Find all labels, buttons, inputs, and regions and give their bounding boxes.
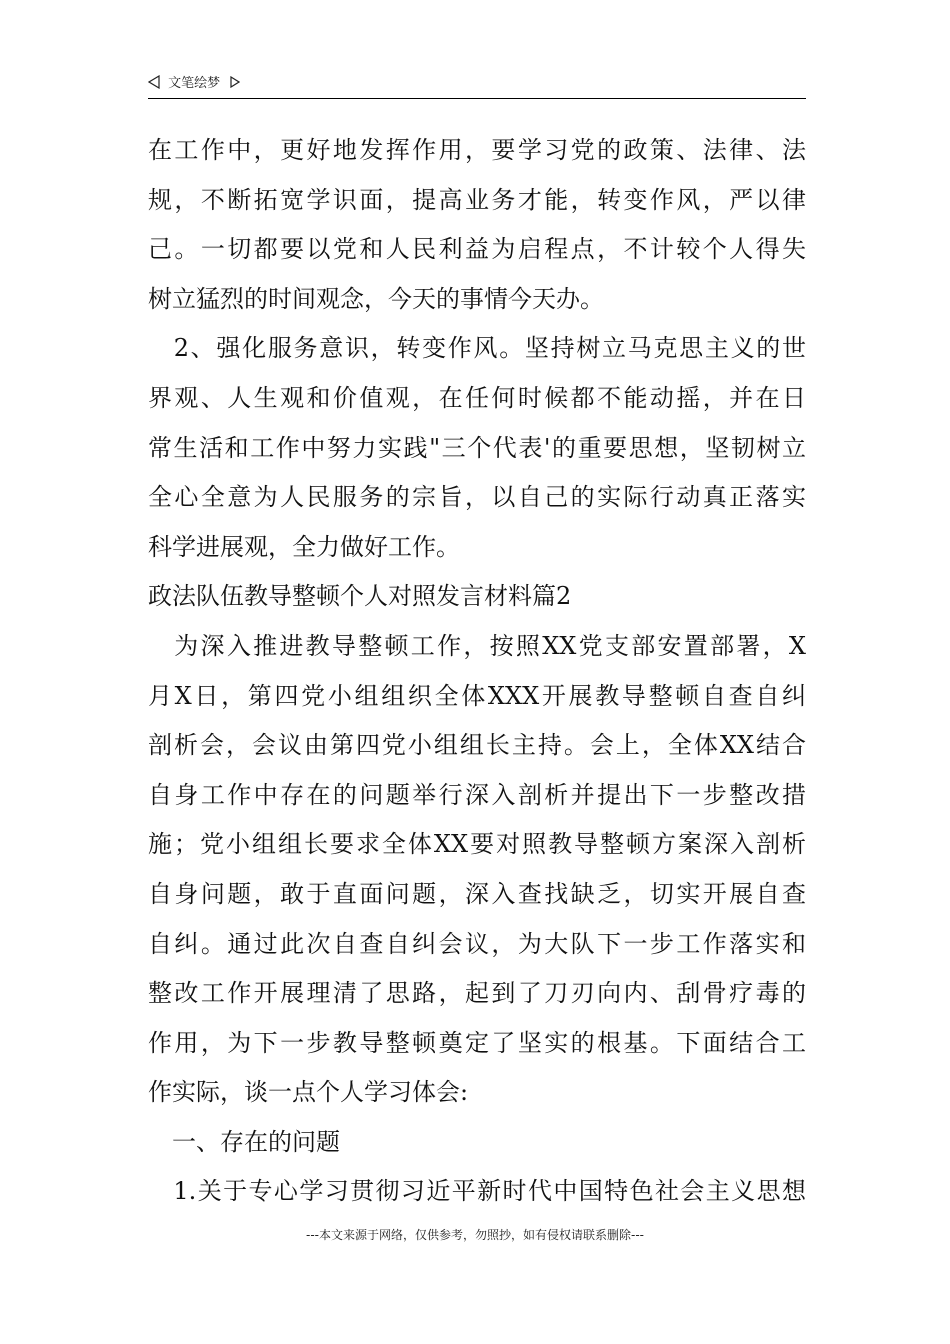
text-line: 为深入推进教导整顿工作，按照XX党支部安置部署，X (148, 631, 806, 660)
right-triangle-icon (230, 76, 240, 88)
text-line: 树立猛烈的时间观念，今天的事情今天办。 (148, 284, 604, 313)
header-rule (148, 98, 806, 99)
text-line: 自纠。通过此次自查自纠会议，为大队下一步工作落实和 (148, 929, 806, 958)
text-line: 施；党小组组长要求全体XX要对照教导整顿方案深入剖析 (148, 830, 806, 859)
text-line: 己。一切都要以党和人民利益为启程点，不计较个人得失 (148, 235, 806, 264)
text-line: 常生活和工作中努力实践"三个代表'的重要思想，坚韧树立 (148, 433, 806, 462)
text-line: 作用，为下一步教导整顿奠定了坚实的根基。下面结合工 (148, 1028, 806, 1057)
header-title: 文笔绘梦 (168, 76, 221, 91)
text-line: 全心全意为人民服务的宗旨，以自己的实际行动真正落实 (148, 483, 806, 512)
text-line: 月X日，第四党小组组织全体XXX开展教导整顿自查自纠 (148, 681, 806, 710)
document-body (148, 126, 806, 1217)
text-line: 在工作中，更好地发挥作用，要学习党的政策、法律、法 (148, 136, 806, 164)
text-line: 整改工作开展理清了思路，起到了刀刃向内、刮骨疗毒的 (148, 979, 806, 1008)
text-line: 自身工作中存在的问题举行深入剖析并提出下一步整改措 (148, 780, 806, 809)
text-line: 政法队伍教导整顿个人对照发言材料篇2 (148, 582, 572, 611)
text-line: 2、强化服务意识，转变作风。坚持树立马克思主义的世 (148, 334, 806, 363)
text-line: 科学进展观，全力做好工作。 (148, 532, 460, 561)
text-line: 作实际，谈一点个人学习体会: (148, 1078, 469, 1107)
left-triangle-icon (148, 75, 160, 89)
text-line: 剖析会，会议由第四党小组组长主持。会上，全体XX结合 (148, 731, 806, 760)
text-line: 界观、人生观和价值观，在任何时候都不能动摇，并在日 (148, 383, 806, 412)
text-line: 自身问题，敢于直面问题，深入查找缺乏，切实开展自查 (148, 879, 806, 908)
text-line: 1.关于专心学习贯彻习近平新时代中国特色社会主义思想 (148, 1177, 806, 1206)
text-line: 规，不断拓宽学识面，提高业务才能，转变作风，严以律 (148, 185, 806, 214)
page-header (148, 72, 806, 98)
page-footer: ---本文来源于网络，仅供参考，勿照抄，如有侵权请联系删除--- (306, 1228, 644, 1242)
text-line: 一、存在的问题 (148, 1127, 340, 1156)
